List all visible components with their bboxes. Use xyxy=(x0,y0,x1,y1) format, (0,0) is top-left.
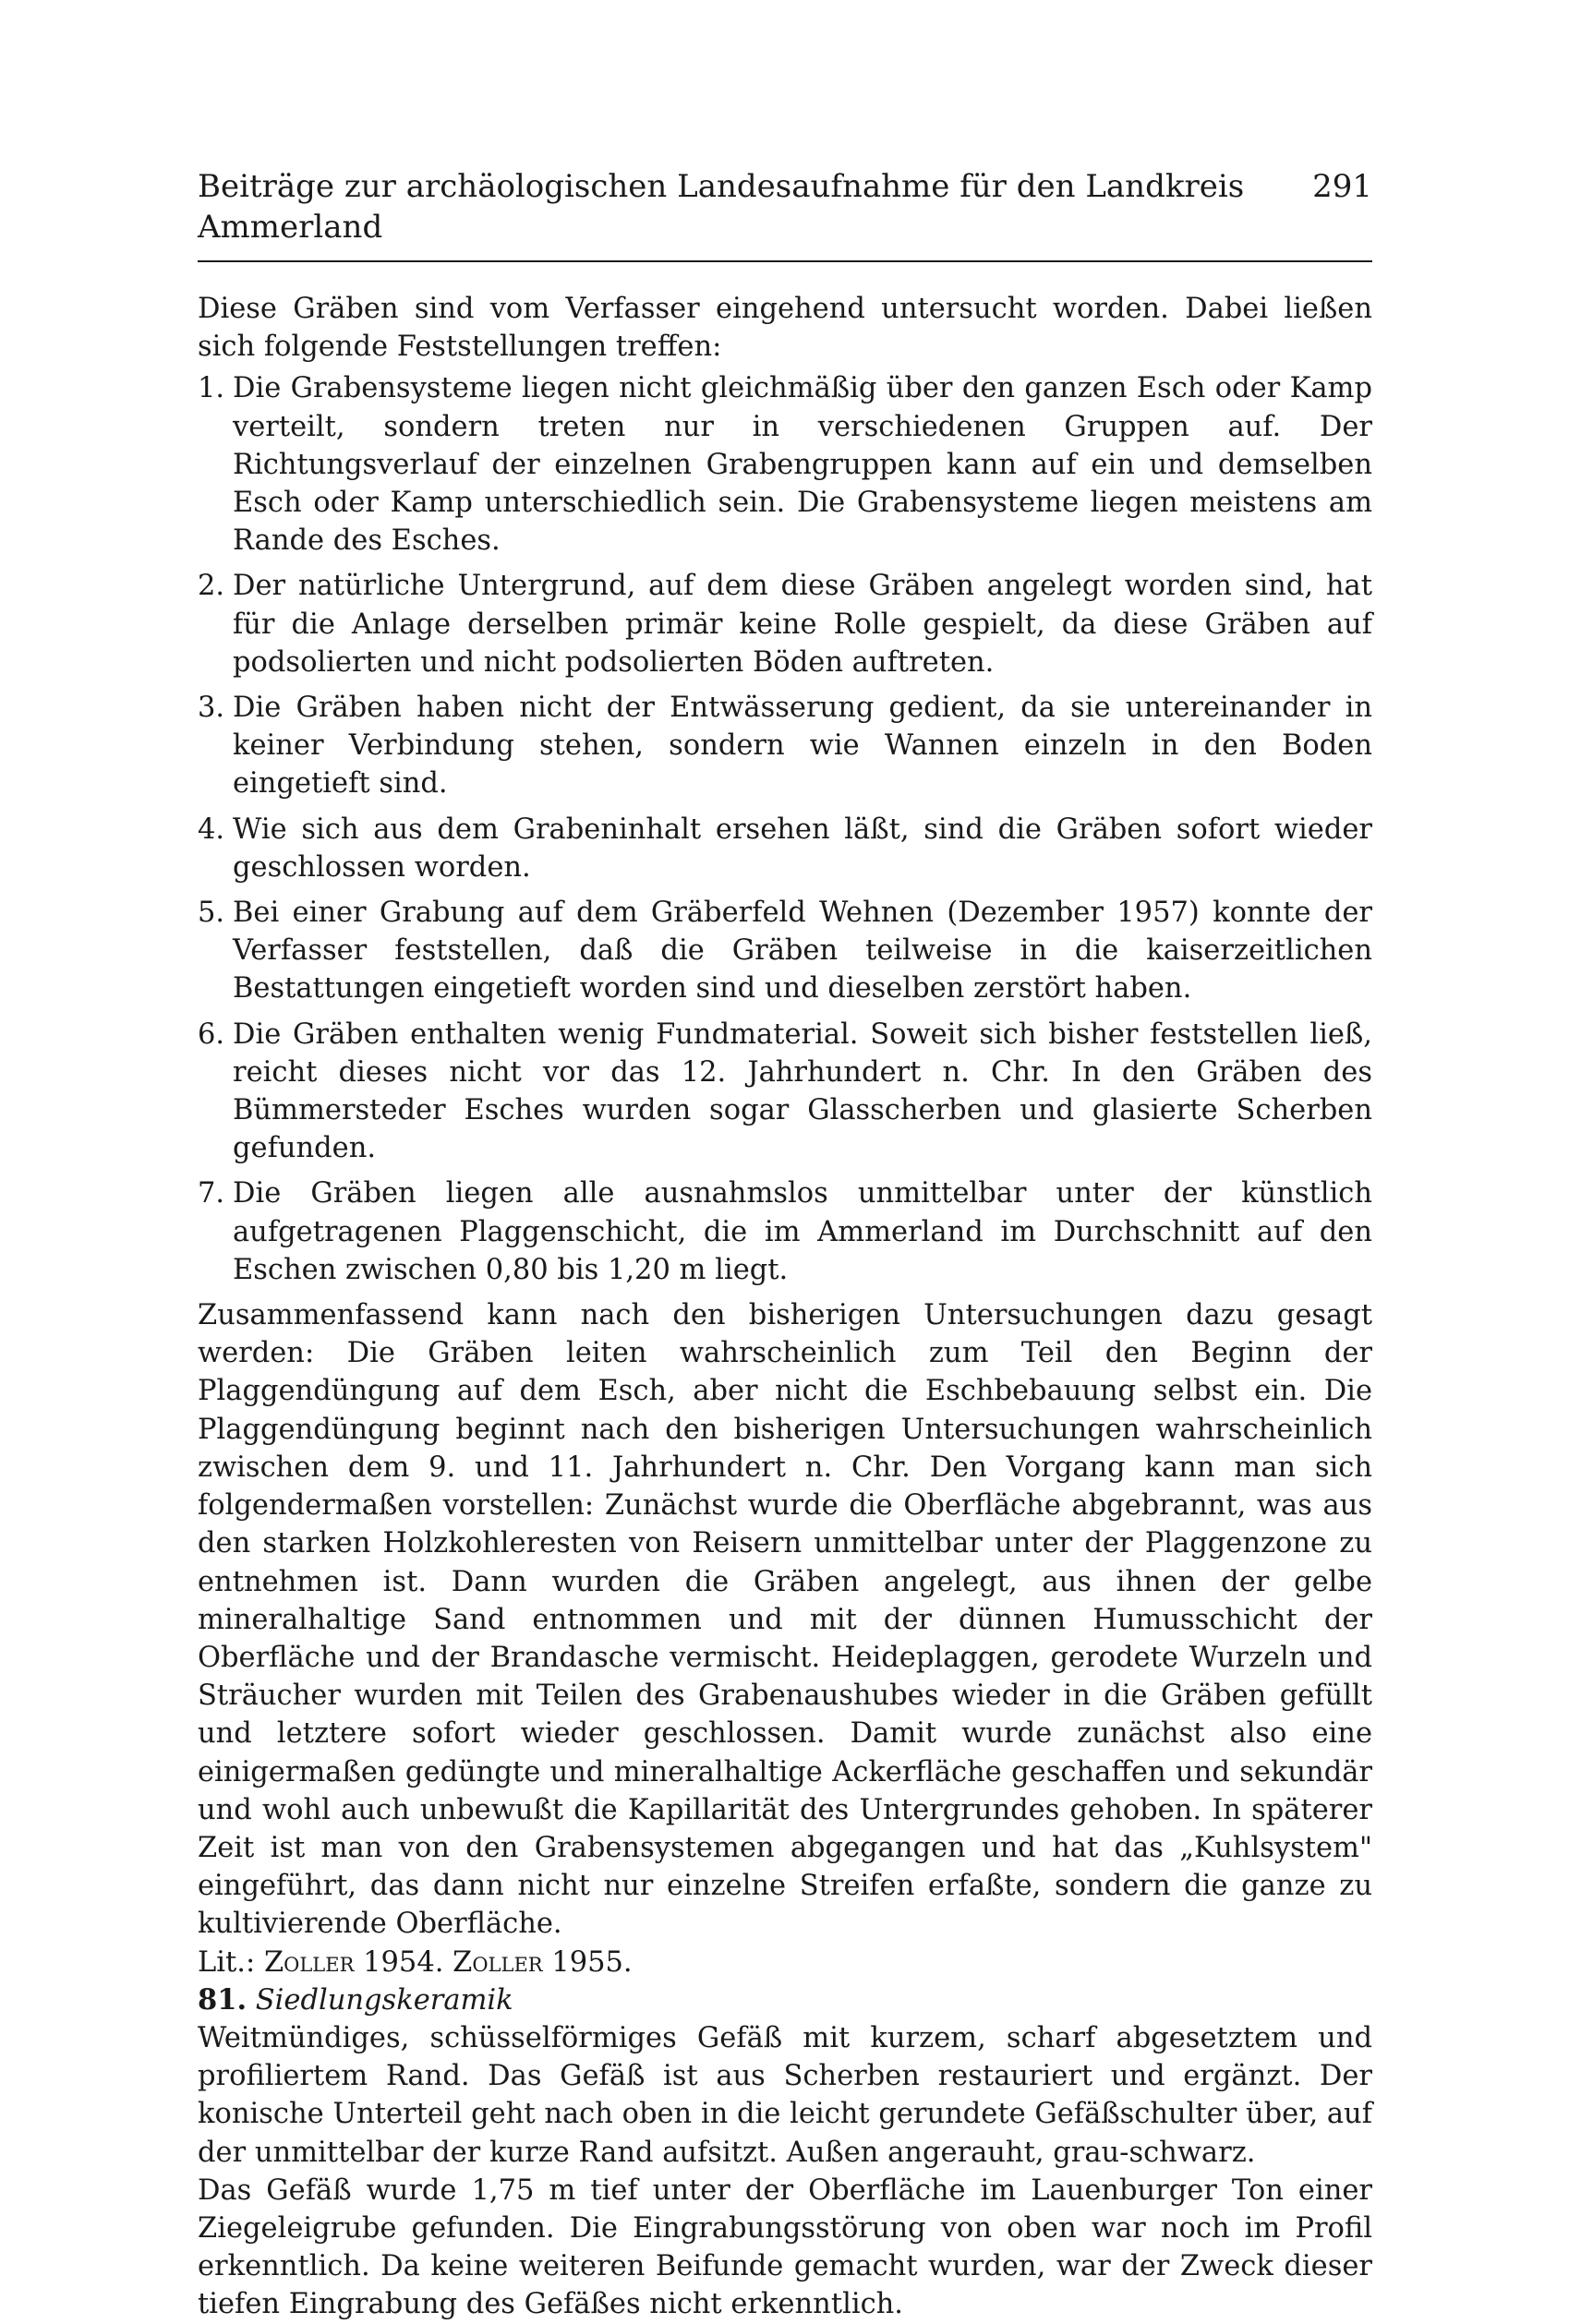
list-item-text: Die Grabensysteme liegen nicht gleichmäßig über den ganzen Esch oder Kamp verteilt, sondern treten nur in verschiedenen Gruppen auf. Der Richtungsverlauf der einzelnen Grabengruppen kann auf ein und demselben Esch oder Kamp unterschiedlich sein. Die Grabensysteme liegen meistens am Rande des Esches. xyxy=(233,372,1372,558)
section-title: Siedlungskeramik xyxy=(255,1983,513,2017)
section-heading xyxy=(198,1981,1372,2019)
literature-prefix: Lit.: xyxy=(198,1945,256,1979)
body-text xyxy=(198,290,1372,2324)
section-number: 81. xyxy=(198,1982,247,2017)
list-item-number: 4. xyxy=(198,813,225,846)
page-number: 291 xyxy=(1312,168,1372,205)
list-item xyxy=(198,1016,1372,1168)
list-item-number: 3. xyxy=(198,692,225,725)
page xyxy=(198,166,1372,2324)
running-head xyxy=(198,166,1372,262)
list-item-text: Wie sich aus dem Grabeninhalt ersehen läßt, sind die Gräben sofort wieder geschlossen worden. xyxy=(233,813,1372,884)
running-head-title: Beiträge zur archäologischen Landesaufnahme für den Landkreis Ammerland xyxy=(198,168,1245,246)
literature-year: 1955. xyxy=(551,1945,633,1979)
intro-paragraph: Diese Gräben sind vom Verfasser eingehend untersucht worden. Dabei ließen sich folgende Feststellungen treffen: xyxy=(198,293,1372,364)
list-item xyxy=(198,369,1372,560)
list-item-text: Der natürliche Untergrund, auf dem diese Gräben angelegt worden sind, hat für die Anlage derselben primär keine Rolle gespielt, da diese Gräben auf podsolierten und nicht podsolierten Böden auftreten. xyxy=(233,570,1372,679)
literature-author: Zoller xyxy=(263,1945,355,1979)
literature-author: Zoller xyxy=(453,1945,543,1979)
literature-year: 1954. xyxy=(363,1945,444,1979)
list-item-text: Die Gräben haben nicht der Entwässerung gedient, da sie untereinander in keiner Verbindung stehen, sondern wie Wannen einzeln in den Boden eingetieft sind. xyxy=(233,692,1372,801)
section-paragraph: Das Gefäß wurde 1,75 m tief unter der Oberfläche im Lauenburger Ton einer Ziegeleigrube gefunden. Die Eingrabungsstörung von oben war noch im Profil erkenntlich. Da keine weiteren Beifunde gemacht wurden, war der Zweck dieser tiefen Eingrabung des Gefäßes nicht erkenntlich. xyxy=(198,2173,1372,2321)
list-item-number: 1. xyxy=(198,372,225,405)
list-item-text: Die Gräben liegen alle ausnahmslos unmittelbar unter der künstlich aufgetragenen Plaggenschicht, die im Ammerland im Durchschnitt auf den Eschen zwischen 0,80 bis 1,20 m liegt. xyxy=(233,1177,1372,1286)
section-paragraph: Weitmündiges, schüsselförmiges Gefäß mit kurzem, scharf abgesetztem und profiliertem Rand. Das Gefäß ist aus Scherben restauriert und ergänzt. Der konische Unterteil geht nach oben in die leicht gerundete Gefäßschulter über, auf der unmittelbar der kurze Rand aufsitzt. Außen angerauht, grau-schwarz. xyxy=(198,2021,1372,2169)
list-item-text: Die Gräben enthalten wenig Fundmaterial. Soweit sich bisher feststellen ließ, reicht dieses nicht vor das 12. Jahrhundert n. Chr. In den Gräben des Bümmersteder Esches wurden sogar Glasscherben und glasierte Scherben gefunden. xyxy=(233,1018,1372,1165)
list-item xyxy=(198,567,1372,681)
summary-paragraph: Zusammenfassend kann nach den bisherigen Untersuchungen dazu gesagt werden: Die Gräben leiten wahrscheinlich zum Teil den Beginn der Plaggendüngung auf dem Esch, aber nicht die Eschbebauung selbst ein. Die Plaggendüngung beginnt nach den bisherigen Untersuchungen wahrscheinlich zwischen dem 9. und 11. Jahrhundert n. Chr. Den Vorgang kann man sich folgendermaßen vorstellen: Zunächst wurde die Oberfläche abgebrannt, was aus den starken Holzkohleresten von Reisern unmittelbar unter der Plaggenzone zu entnehmen ist. Dann wurden die Gräben angelegt, aus ihnen der gelbe mineralhaltige Sand entnommen und mit der dünnen Humusschicht der Oberfläche und der Brandasche vermischt. Heideplaggen, gerodete Wurzeln und Sträucher wurden mit Teilen des Grabenaushubes wieder in die Gräben gefüllt und letztere sofort wieder geschlossen. Damit wurde zunächst also eine einigermaßen gedüngte und mineralhaltige Ackerfläche geschaffen und sekundär und wohl auch unbewußt die Kapillarität des Untergrundes gehoben. In späterer Zeit ist man von den Grabensystemen abgegangen und hat das „Kuhlsystem" eingeführt, das dann nicht nur einzelne Streifen erfaßte, sondern die ganze zu kultivierende Oberfläche. xyxy=(198,1299,1372,1941)
list-item-number: 5. xyxy=(198,897,225,930)
list-item-number: 6. xyxy=(198,1018,225,1051)
list-item xyxy=(198,689,1372,803)
list-item xyxy=(198,811,1372,886)
list-item xyxy=(198,894,1372,1008)
list-item xyxy=(198,1174,1372,1289)
list-item-number: 7. xyxy=(198,1177,225,1210)
list-item-number: 2. xyxy=(198,570,225,603)
list-item-text: Bei einer Grabung auf dem Gräberfeld Wehnen (Dezember 1957) konnte der Verfasser feststellen, daß die Gräben teilweise in die kaiserzeitlichen Bestattungen eingetieft worden sind und dieselben zerstört haben. xyxy=(233,897,1372,1005)
findings-list xyxy=(198,369,1372,1289)
literature-reference xyxy=(198,1944,1372,1981)
